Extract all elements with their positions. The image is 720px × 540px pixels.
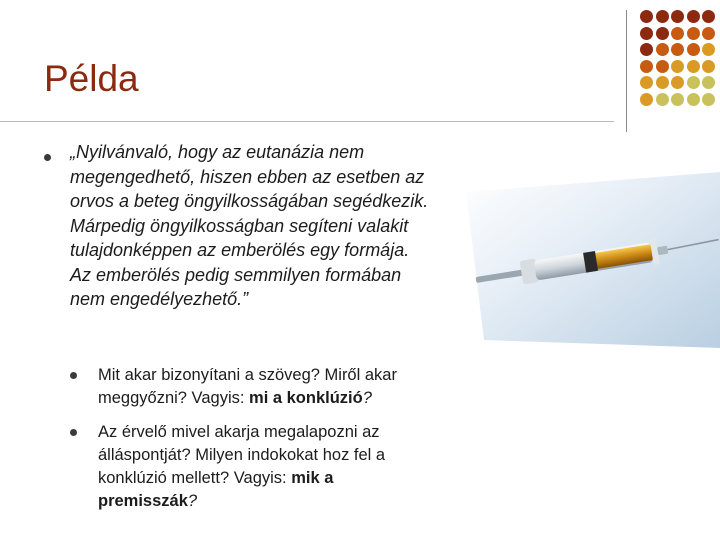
divider-line xyxy=(626,10,627,132)
quote-line: Az emberölés pedig semmilyen formában xyxy=(70,264,402,285)
q1-question-mark: ? xyxy=(362,389,372,407)
decorative-dot xyxy=(656,27,669,40)
decorative-dot xyxy=(656,76,669,89)
decorative-dot xyxy=(640,60,653,73)
decorative-dot xyxy=(640,10,653,23)
quote-line: orvos a beteg öngyilkosságában segédkezik. xyxy=(70,191,429,211)
q2-premise-term: premisszák xyxy=(98,492,188,510)
quote-line: megengedhető, hiszen ebben az esetben az xyxy=(70,166,425,187)
decorative-dot xyxy=(702,43,715,56)
decorative-dot xyxy=(656,60,669,73)
quote-line: tulajdonképpen az emberölés egy formája. xyxy=(70,240,410,260)
question-1-line-1: Mit akar bizonyítani a szöveg? Miről akar xyxy=(98,366,397,384)
decorative-dot xyxy=(656,93,669,106)
decorative-dot-grid xyxy=(640,10,716,110)
decorative-dot xyxy=(671,60,684,73)
quote-line: nem engedélyezhető.” xyxy=(70,289,249,309)
quote-line: „Nyilvánvaló, hogy az eutanázia nem xyxy=(70,142,365,162)
quote-line: Márpedig öngyilkosságban segíteni valakit xyxy=(70,215,409,236)
question-1-line-2 xyxy=(98,387,478,410)
question-2 xyxy=(98,421,478,513)
decorative-dot xyxy=(671,93,684,106)
decorative-dot xyxy=(640,43,653,56)
decorative-dot xyxy=(687,93,700,106)
decorative-dot xyxy=(640,93,653,106)
decorative-dot xyxy=(687,27,700,40)
decorative-dot xyxy=(702,93,715,106)
decorative-dot xyxy=(671,76,684,89)
question-2-line-2: álláspontját? Milyen indokokat hoz fel a xyxy=(98,446,386,464)
question-2-line-3 xyxy=(98,467,478,490)
bullet-icon xyxy=(70,372,77,379)
decorative-dot xyxy=(671,27,684,40)
question-2-line-4 xyxy=(98,490,478,513)
decorative-dot xyxy=(687,10,700,23)
title-underline xyxy=(0,121,614,122)
decorative-dot xyxy=(671,43,684,56)
decorative-dot xyxy=(640,76,653,89)
decorative-dot xyxy=(640,27,653,40)
bullet-icon xyxy=(70,429,77,436)
decorative-dot xyxy=(671,10,684,23)
syringe-image xyxy=(466,172,720,348)
decorative-dot xyxy=(656,10,669,23)
decorative-dot xyxy=(702,60,715,73)
q1-text: meggyőzni? Vagyis: xyxy=(98,389,250,407)
q2-question-mark: ? xyxy=(187,492,198,510)
question-1 xyxy=(98,364,478,410)
decorative-dot xyxy=(687,43,700,56)
decorative-dot xyxy=(687,76,700,89)
q2-text: konklúzió mellett? Vagyis: xyxy=(98,469,292,487)
decorative-dot xyxy=(702,76,715,89)
q2-premise-term-start: mik a xyxy=(291,469,334,487)
decorative-dot xyxy=(702,27,715,40)
decorative-dot xyxy=(687,60,700,73)
q1-conclusion-term: mi a konklúzió xyxy=(249,389,363,407)
quote-text xyxy=(70,140,500,312)
bullet-icon xyxy=(44,154,51,161)
question-2-line-1: Az érvelő mivel akarja megalapozni az xyxy=(98,423,380,441)
decorative-dot xyxy=(656,43,669,56)
decorative-dot xyxy=(702,10,715,23)
slide-title: Példa xyxy=(44,58,139,99)
